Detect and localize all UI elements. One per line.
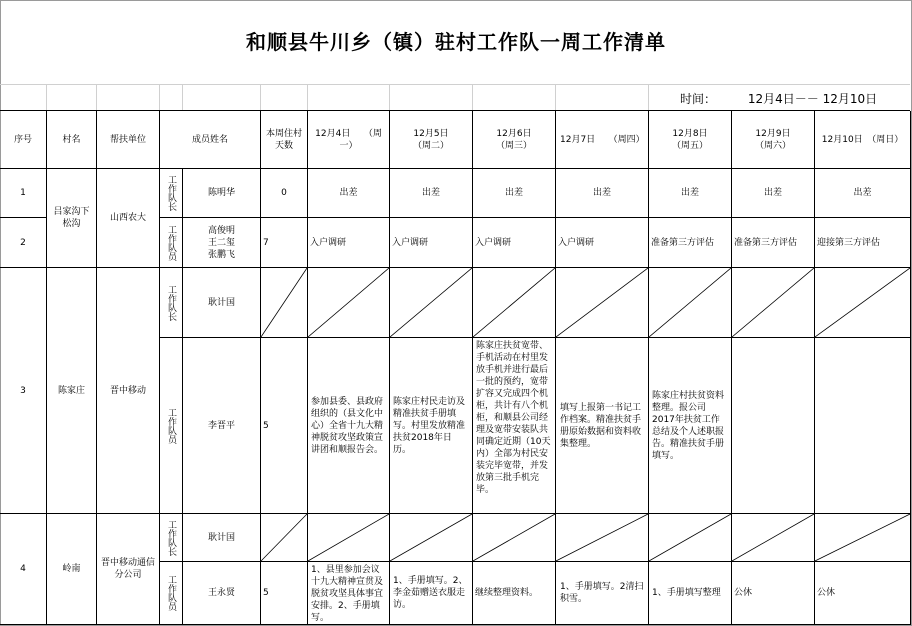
row2-day-6: 准备第三方评估	[732, 218, 815, 268]
grid-line	[555, 84, 556, 110]
row4-leader-day-6-slash	[732, 514, 815, 562]
row3-leader-name: 耿计国	[183, 268, 261, 338]
row1-day-4: 出差	[556, 169, 649, 218]
row4-leader-role: 工作队长	[160, 514, 183, 562]
row4-day-2: 1、手册填写。2、李金茹赠送衣服走访。	[390, 562, 473, 625]
header-day-4: 12月7日 （周四）	[556, 111, 649, 169]
row2-name: 高俊明 王二玺 张鹏飞	[183, 218, 261, 268]
row4-member-role: 工作队员	[160, 562, 183, 625]
row1-day-3: 出差	[473, 169, 556, 218]
row3-member-name: 李晋平	[183, 338, 261, 514]
date-range-bar	[680, 90, 877, 107]
row1-day-2: 出差	[390, 169, 473, 218]
row3-leader-day-5-slash	[649, 268, 732, 338]
row3-leader-day-2-slash	[390, 268, 473, 338]
grid-line	[260, 84, 261, 110]
row4-day-3: 继续整理资料。	[473, 562, 556, 625]
row4-unit: 晋中移动通信分公司	[97, 514, 160, 625]
row3-day-1: 参加县委、县政府组织的（县文化中心）全省十九大精神脱贫攻坚政策宣讲团和顺报告会。	[308, 338, 390, 514]
row3-unit: 晋中移动	[97, 268, 160, 514]
row4-leader-day-1-slash	[308, 514, 390, 562]
header-member: 成员姓名	[160, 111, 261, 169]
row1-name: 陈明华	[183, 169, 261, 218]
header-day-1: 12月4日 （周一）	[308, 111, 390, 169]
header-day-2: 12月5日 （周二）	[390, 111, 473, 169]
header-day-6: 12月9日 （周六）	[732, 111, 815, 169]
group12-unit: 山西农大	[97, 169, 160, 268]
row3-leader-day-6-slash	[732, 268, 815, 338]
grid-line	[96, 84, 97, 110]
page-title: 和顺县牛川乡（镇）驻村工作队一周工作清单	[246, 30, 666, 54]
row4-member-name: 王永贤	[183, 562, 261, 625]
row3-day-6	[732, 338, 815, 514]
grid-line	[472, 84, 473, 110]
row3-day-7	[815, 338, 911, 514]
row4-day-6: 公休	[732, 562, 815, 625]
grid-line	[307, 84, 308, 110]
group12-village: 吕家沟下松沟	[47, 169, 97, 268]
grid-line	[648, 84, 649, 110]
row3-village: 陈家庄	[47, 268, 97, 514]
time-label: 时间：	[680, 92, 717, 106]
row2-day-2: 入户调研	[390, 218, 473, 268]
row4-leader-day-5-slash	[649, 514, 732, 562]
grid-line	[389, 84, 390, 110]
row4-leader-name: 耿计国	[183, 514, 261, 562]
row2-day-7: 迎接第三方评估	[815, 218, 911, 268]
row3-leader-role: 工作队长	[160, 268, 183, 338]
row2-day-4: 入户调研	[556, 218, 649, 268]
row1-day-6: 出差	[732, 169, 815, 218]
row4-leader-day-2-slash	[390, 514, 473, 562]
row1-role: 工作队长	[160, 169, 183, 218]
header-unit: 帮扶单位	[97, 111, 160, 169]
header-village: 村名	[47, 111, 97, 169]
header-seq: 序号	[0, 111, 47, 169]
row4-member-days: 5	[261, 562, 308, 625]
header-day-7: 12月10日 （周日）	[815, 111, 911, 169]
row3-leader-day-3-slash	[473, 268, 556, 338]
row3-leader-day-1-slash	[308, 268, 390, 338]
row3-leader-day-7-slash	[815, 268, 911, 338]
header-days: 本周住村天数	[261, 111, 308, 169]
row1-seq: 1	[0, 169, 47, 218]
row1-day-1: 出差	[308, 169, 390, 218]
grid-line	[46, 84, 47, 110]
row4-day-5: 1、手册填写整理	[649, 562, 732, 625]
row1-day-7: 出差	[815, 169, 911, 218]
grid-line	[159, 84, 160, 110]
header-day-5: 12月8日 （周五）	[649, 111, 732, 169]
row4-leader-day-3-slash	[473, 514, 556, 562]
row3-seq: 3	[0, 268, 47, 514]
row2-role: 工作队员	[160, 218, 183, 268]
row3-day-4: 填写上报第一书记工作档案。精准扶贫手册原始数据和资料收集整理。	[556, 338, 649, 514]
row4-leader-day-4-slash	[556, 514, 649, 562]
row3-leader-days-slash	[261, 268, 308, 338]
time-range: 12月4日－－ 12月10日	[747, 92, 878, 106]
row4-leader-days-slash	[261, 514, 308, 562]
row4-day-4: 1、手册填写。2清扫积雪。	[556, 562, 649, 625]
row3-day-2: 陈家庄村民走访及精准扶贫手册填写。村里发放精准扶贫2018年日历。	[390, 338, 473, 514]
row3-member-days: 5	[261, 338, 308, 514]
row2-day-5: 准备第三方评估	[649, 218, 732, 268]
row3-leader-day-4-slash	[556, 268, 649, 338]
row1-days: 0	[261, 169, 308, 218]
row4-day-1: 1、县里参加会议十九大精神宣贯及脱贫攻坚具体事宜安排。2、手册填写。	[308, 562, 390, 625]
row2-day-1: 入户调研	[308, 218, 390, 268]
grid-line	[0, 84, 910, 85]
row2-day-3: 入户调研	[473, 218, 556, 268]
row3-member-role: 工作队员	[160, 338, 183, 514]
row4-seq: 4	[0, 514, 47, 625]
row1-day-5: 出差	[649, 169, 732, 218]
row4-village: 岭南	[47, 514, 97, 625]
header-day-3: 12月6日 （周三）	[473, 111, 556, 169]
row3-day-3: 陈家庄扶贫宽带、手机活动在村里发放手机并进行最后一批的预约，宽带扩容又完成四个机柜，共计有八个机柜，和顺县公司经理及宽带安装队共同确定近期（10天内）全部为村民安装完毕宽带，并发放第三批手机完毕。	[473, 338, 556, 514]
grid-line	[182, 84, 183, 110]
row3-day-5: 陈家庄村扶贫资料整理。报公司2017年扶贫工作总结及个人述职报告。精准扶贫手册填写。	[649, 338, 732, 514]
row2-days: 7	[261, 218, 308, 268]
row4-leader-day-7-slash	[815, 514, 911, 562]
row4-day-7: 公休	[815, 562, 911, 625]
row2-seq: 2	[0, 218, 47, 268]
